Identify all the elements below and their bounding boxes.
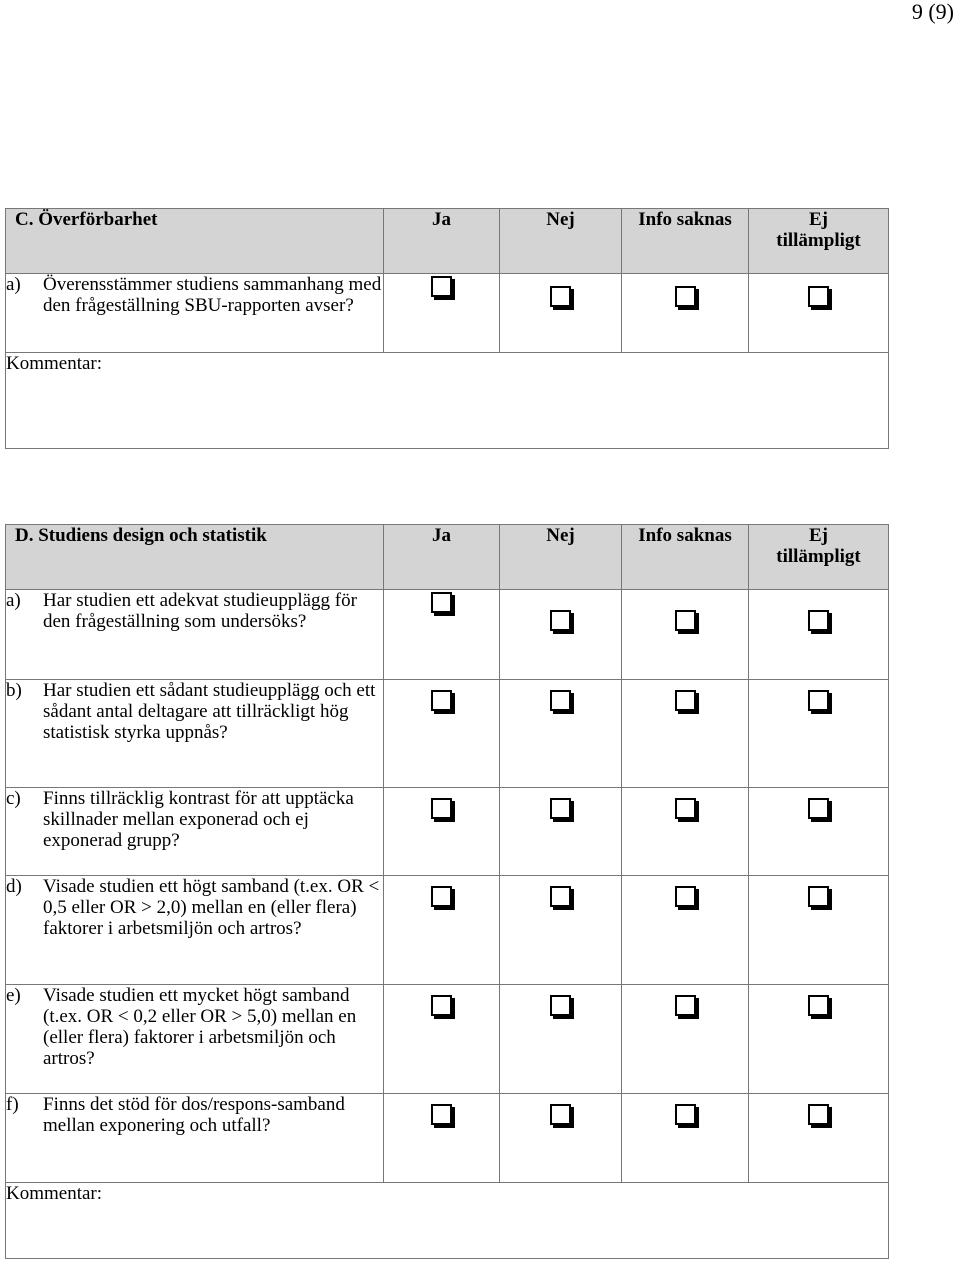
- comment-label: Kommentar:: [6, 1183, 103, 1204]
- checkbox-info-saknas[interactable]: [675, 1104, 696, 1125]
- comment-field[interactable]: [6, 353, 889, 449]
- question-text: Visade studien ett högt samband (t.ex. OR < 0,5 eller OR > 2,0) mellan en (eller flera) faktorer i arbetsmiljön och artros?: [43, 876, 380, 939]
- checkbox-ej-tillampligt[interactable]: [808, 690, 829, 711]
- section-c-header: [6, 209, 889, 274]
- checkbox-nej[interactable]: [550, 798, 571, 819]
- question-row: [6, 876, 889, 985]
- question-letter: e): [6, 985, 21, 1006]
- question-text: Finns det stöd för dos/respons-samband mellan exponering och utfall?: [43, 1094, 345, 1136]
- question-letter: d): [6, 876, 22, 897]
- checkbox-ej-tillampligt[interactable]: [808, 286, 829, 307]
- question-row: [6, 274, 889, 353]
- question-text: Visade studien ett mycket högt samband (t.ex. OR < 0,2 eller OR > 5,0) mellan en (eller flera) faktorer i arbetsmiljön och artros?: [43, 985, 357, 1069]
- comment-label: Kommentar:: [6, 353, 103, 374]
- question-letter: a): [6, 274, 21, 295]
- section-d-header: [6, 525, 889, 590]
- column-info-saknas: Info saknas: [622, 525, 749, 590]
- question-letter: b): [6, 680, 22, 701]
- column-nej: Nej: [500, 209, 622, 274]
- checkbox-nej[interactable]: [550, 886, 571, 907]
- question-row: [6, 590, 889, 680]
- checkbox-ja[interactable]: [431, 995, 452, 1016]
- checkbox-info-saknas[interactable]: [675, 886, 696, 907]
- question-row: [6, 1094, 889, 1183]
- question-row: [6, 788, 889, 876]
- column-ja: Ja: [384, 209, 500, 274]
- checkbox-ej-tillampligt[interactable]: [808, 995, 829, 1016]
- column-nej: Nej: [500, 525, 622, 590]
- comment-field[interactable]: [6, 1183, 889, 1259]
- section-c-title: C. Överförbarhet: [6, 209, 384, 274]
- column-ej-tillampligt: Ej tillämpligt: [749, 209, 889, 274]
- checkbox-ja[interactable]: [431, 798, 452, 819]
- question-text: Finns tillräcklig kontrast för att upptäcka skillnader mellan exponerad och ej exponerad grupp?: [43, 788, 354, 851]
- column-info-saknas: Info saknas: [622, 209, 749, 274]
- checkbox-info-saknas[interactable]: [675, 798, 696, 819]
- checkbox-ja[interactable]: [431, 690, 452, 711]
- checkbox-info-saknas[interactable]: [675, 690, 696, 711]
- checkbox-nej[interactable]: [550, 1104, 571, 1125]
- checkbox-ej-tillampligt[interactable]: [808, 1104, 829, 1125]
- checkbox-ja[interactable]: [431, 276, 452, 297]
- question-letter: a): [6, 590, 21, 611]
- checkbox-ej-tillampligt[interactable]: [808, 886, 829, 907]
- question-text: Överensstämmer studiens sammanhang med den frågeställning SBU-rapporten avser?: [43, 274, 382, 316]
- checkbox-nej[interactable]: [550, 995, 571, 1016]
- page-number: 9 (9): [911, 0, 954, 24]
- checkbox-ja[interactable]: [431, 1104, 452, 1125]
- checkbox-info-saknas[interactable]: [675, 286, 696, 307]
- column-ej-tillampligt: Ej tillämpligt: [749, 525, 889, 590]
- question-text: Har studien ett adekvat studieupplägg för den frågeställning som undersöks?: [43, 590, 357, 632]
- question-text: Har studien ett sådant studieupplägg och ett sådant antal deltagare att tillräckligt hög statistisk styrka uppnås?: [43, 680, 376, 743]
- column-ja: Ja: [384, 525, 500, 590]
- question-letter: c): [6, 788, 21, 809]
- section-c-table: [5, 208, 889, 449]
- question-letter: f): [6, 1094, 19, 1115]
- section-d-title: D. Studiens design och statistik: [6, 525, 384, 590]
- checkbox-info-saknas[interactable]: [675, 995, 696, 1016]
- checkbox-nej[interactable]: [550, 610, 571, 631]
- checkbox-nej[interactable]: [550, 286, 571, 307]
- checkbox-nej[interactable]: [550, 690, 571, 711]
- checkbox-ja[interactable]: [431, 592, 452, 613]
- checkbox-ja[interactable]: [431, 886, 452, 907]
- checkbox-info-saknas[interactable]: [675, 610, 696, 631]
- checkbox-ej-tillampligt[interactable]: [808, 798, 829, 819]
- question-row: [6, 680, 889, 788]
- checkbox-ej-tillampligt[interactable]: [808, 610, 829, 631]
- section-d-table: [5, 524, 889, 1259]
- question-row: [6, 985, 889, 1094]
